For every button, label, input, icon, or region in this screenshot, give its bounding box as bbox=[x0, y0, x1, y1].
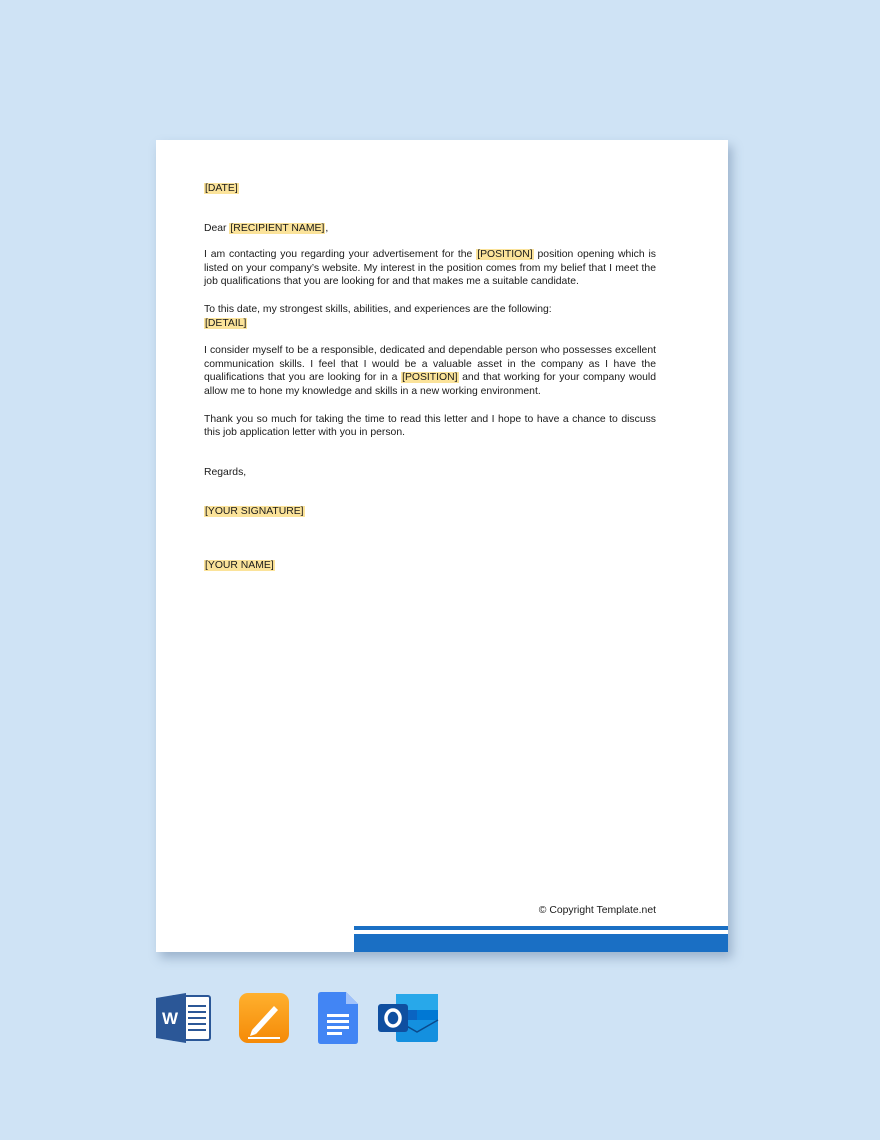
google-docs-icon[interactable] bbox=[318, 992, 358, 1044]
greeting-line: Dear [RECIPIENT NAME], bbox=[204, 222, 329, 234]
paragraph-3: Thank you so much for taking the time to read this letter and I hope to have a chance to discuss this job application letter with you in person. bbox=[204, 413, 656, 439]
outlook-icon[interactable] bbox=[378, 992, 440, 1044]
svg-text:W: W bbox=[161, 1009, 179, 1028]
skills-intro: To this date, my strongest skills, abilities, and experiences are the following: bbox=[204, 303, 552, 315]
pages-icon[interactable] bbox=[238, 992, 290, 1044]
date-line bbox=[204, 182, 656, 196]
signature-placeholder: [YOUR SIGNATURE] bbox=[205, 506, 304, 518]
paragraph-2: I consider myself to be a responsible, dedicated and dependable person who possesses excellent communication skills. I feel that I would be a valuable asset in the company as I have the qualifications that you are looking for in a [POSITION] and that working for your company would allow me to hone my knowledge and skills in a new working environment. bbox=[204, 345, 656, 397]
position-placeholder-2: [POSITION] bbox=[402, 372, 458, 384]
footer-band-thin bbox=[354, 926, 728, 930]
copyright-text: © Copyright Template.net bbox=[538, 905, 656, 916]
signature-line bbox=[204, 505, 656, 519]
name-line bbox=[204, 559, 656, 573]
position-placeholder: [POSITION] bbox=[477, 249, 533, 261]
word-icon[interactable] bbox=[156, 992, 212, 1044]
closing: Regards, bbox=[204, 466, 247, 478]
letter-page bbox=[156, 140, 728, 952]
date-placeholder: [DATE] bbox=[205, 183, 238, 194]
detail-placeholder: [DETAIL] bbox=[205, 317, 247, 329]
recipient-placeholder: [RECIPIENT NAME] bbox=[230, 222, 325, 234]
paragraph-1: I am contacting you regarding your advertisement for the [POSITION] position opening which is listed on your company’s website. My interest in the position comes from my belief that I meet the job qualifications that you are looking for and that makes me a suitable candidate. bbox=[204, 249, 656, 288]
footer-band-thick bbox=[354, 934, 728, 952]
letter-body bbox=[204, 182, 656, 573]
detail-line bbox=[204, 317, 656, 331]
name-placeholder: [YOUR NAME] bbox=[205, 559, 274, 571]
